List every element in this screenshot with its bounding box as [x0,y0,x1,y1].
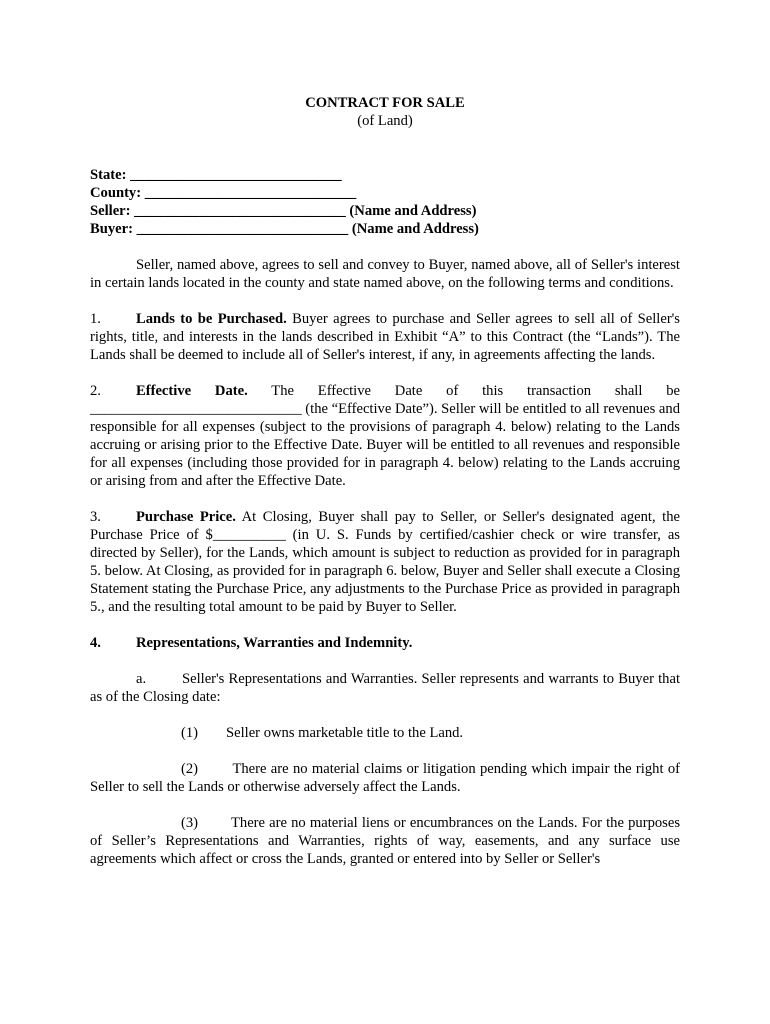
contract-page [90,94,684,868]
section-1-number: 1. [90,311,101,327]
document-subtitle: (of Land) [357,113,413,129]
section-2-heading: Effective Date. [136,383,248,399]
section-3 [90,508,680,616]
section-1-heading: Lands to be Purchased. [136,311,287,327]
item-3: (3) There are no material liens or encumbrances on the Lands. For the purposes of Seller’s Representations and Warranties, rights of way, easements, and any surface use agreements which affect or cross the Lands, granted or entered into by Seller or Seller's [90,815,684,867]
section-3-heading: Purchase Price. [136,509,236,525]
buyer-field: Buyer: _____________________________ (Name and Address) [90,221,479,237]
section-4-number: 4. [90,635,101,651]
document-title: CONTRACT FOR SALE [305,95,465,111]
item-1-number: (1) [181,725,199,741]
section-4a-label: a. [136,671,147,687]
item-1-text: Seller owns marketable title to the Land. [226,725,464,741]
section-3-number: 3. [90,509,101,525]
section-2 [90,382,680,490]
section-4a-text: Seller's Representations and Warranties. Seller represents and warrants to Buyer that as of the Closing date: [90,671,680,705]
county-field: County: _____________________________ [90,185,357,201]
section-1-text: Buyer agrees to purchase and Seller agrees to sell all of Seller's rights, title, and interests in the lands described in Exhibit “A” to this Contract (the “Lands”). The Lands shall be deemed to include all of Seller's interest, if any, in agreements affecting the lands. [90,311,680,363]
section-3-text: At Closing, Buyer shall pay to Seller, or Seller's designated agent, the Purchase Price of $__________ (in U. S. Funds by certified/cashier check or wire transfer, as directed by Seller), for the Lands, which amount is subject to reduction as provided for in paragraph 5. below. At Closing, as provided for in paragraph 6. below, Buyer and Seller shall execute a Closing Statement stating the Purchase Price, any adjustments to the Purchase Price as provided in paragraph 5., and the resulting total amount to be paid by Buyer to Seller. [90,509,681,615]
item-1 [90,724,680,742]
section-4-heading-row [90,634,680,652]
item-2: (2) There are no material claims or litigation pending which impair the right of Seller to sell the Lands or otherwise adversely affect the Lands. [90,761,684,795]
section-2-number: 2. [90,383,101,399]
section-4a [90,670,680,706]
section-2-line1: The Effective Date of this transaction shall be [271,383,680,399]
section-4-heading: Representations, Warranties and Indemnity. [136,635,413,651]
seller-field: Seller: _____________________________ (Name and Address) [90,203,477,219]
section-2-text: _____________________________ (the “Effective Date”). Seller will be entitled to all revenues and responsible for all expenses (subject to the provisions of paragraph 4. below) relating to the Lands accruing or arising prior to the Effective Date. Buyer will be entitled to all revenues and responsible for all expenses (including those provided for in paragraph 4. below) relating to the Lands accruing or arising from and after the Effective Date. [90,401,680,489]
intro-paragraph: Seller, named above, agrees to sell and convey to Buyer, named above, all of Seller's interest in certain lands located in the county and state named above, on the following terms and conditions. [90,257,680,291]
party-fields [90,166,680,238]
section-2-first-line [90,382,680,400]
section-1 [90,310,680,364]
state-field: State: _____________________________ [90,167,342,183]
